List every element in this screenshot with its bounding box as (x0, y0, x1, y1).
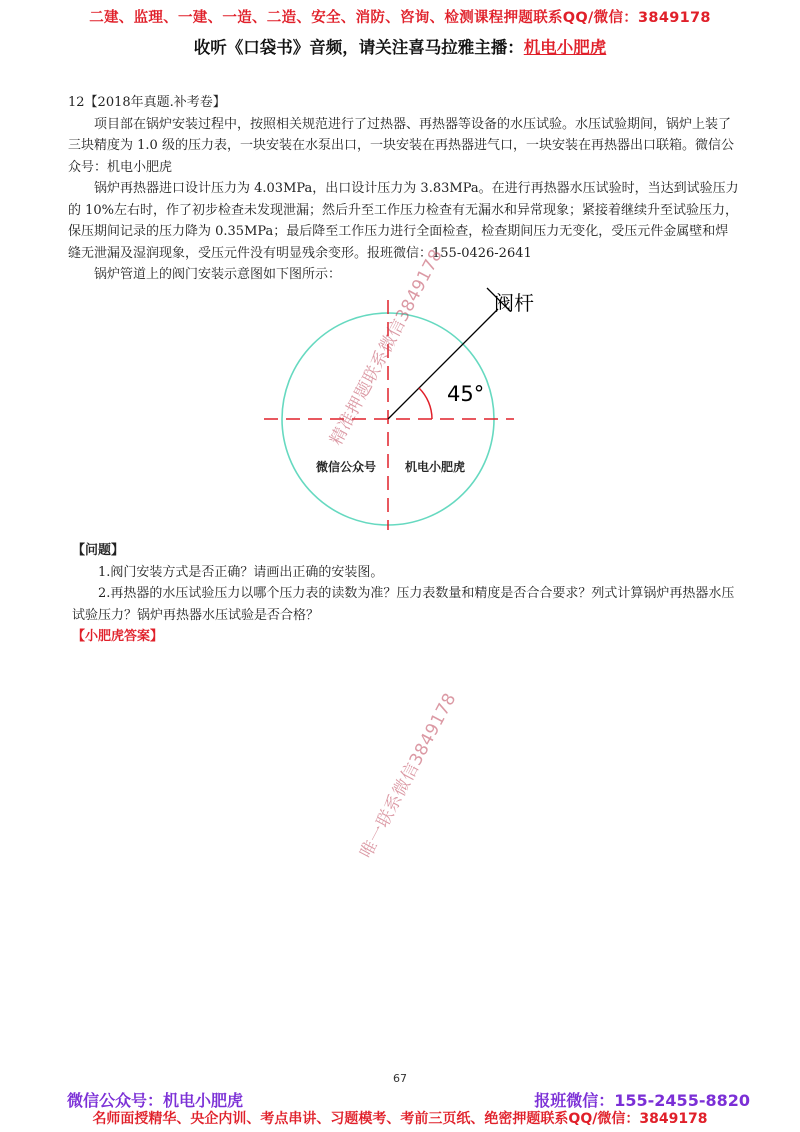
audio-header-line (0, 34, 800, 58)
diagram-left-label: 微信公众号 (316, 460, 377, 474)
watermark-diagonal-1: 精准押题联系微信3849178 (326, 245, 447, 449)
question-body (68, 92, 740, 286)
watermark-diagonal-2: 唯一联系微信3849178 (356, 689, 461, 862)
angle-label: 45° (447, 382, 485, 406)
angle-arc (419, 388, 432, 419)
question-item-1: 1.阀门安装方式是否正确？请画出正确的安装图。 (98, 564, 384, 580)
question-paragraph-3: 锅炉管道上的阀门安装示意图如下图所示： (94, 267, 342, 282)
questions-heading: 【问题】 (72, 543, 125, 558)
question-paragraph-2: 锅炉再热器进口设计压力为 4.03MPa，出口设计压力为 3.83MPa。在进行再热器水压试验时，当达到试验压力的 10%左右时，作了初步检查未发现泄漏；然后升至工作压力检查有无漏水和异常现象；紧接着继续升至试验压力，保压期间记录的压力降为 0.35MPa；最后降至工作压力进行全面检查，检查期间压力无变化，受压元件金属壁和焊缝无泄漏及湿润现象，受压元件没有明显残余变形。报班微信：155-0426-2641 (68, 181, 739, 261)
footer-promo-line: 名师面授精华、央企内训、考点串讲、习题模考、考前三页纸、绝密押题联系QQ/微信：3849178 (92, 1111, 708, 1127)
audio-header-text: 收听《口袋书》音频，请关注喜马拉雅主播： (193, 38, 524, 57)
question-item-2: 2.再热器的水压试验压力以哪个压力表的读数为准？压力表数量和精度是否合合要求？列式计算锅炉再热器水压试验压力？锅炉再热器水压试验是否合格？ (72, 586, 735, 623)
stem-label: 阀杆 (494, 291, 534, 315)
answer-heading: 【小肥虎答案】 (72, 629, 164, 644)
promo-header-line: 二建、监理、一建、一造、二造、安全、消防、咨询、检测课程押题联系QQ/微信：3849178 (89, 10, 711, 26)
question-paragraph-1: 项目部在锅炉安装过程中，按照相关规范进行了过热器、再热器等设备的水压试验。水压试验期间，锅炉上装了三块精度为 1.0 级的压力表，一块安装在水泵出口，一块安装在再热器进气口，一块安装在再热器出口联箱。微信公众号：机电小肥虎 (68, 116, 734, 175)
footer-wechat-public: 微信公众号：机电小肥虎 (67, 1091, 244, 1110)
questions-section (72, 540, 740, 648)
footer-signup-wechat: 报班微信：155-2455-8820 (534, 1091, 750, 1110)
diagram-right-label: 机电小肥虎 (405, 460, 466, 474)
question-title: 12【2018年真题.补考卷】 (68, 95, 226, 110)
audio-brand-link[interactable]: 机电小肥虎 (523, 38, 607, 57)
page-number: 67 (393, 1072, 407, 1085)
